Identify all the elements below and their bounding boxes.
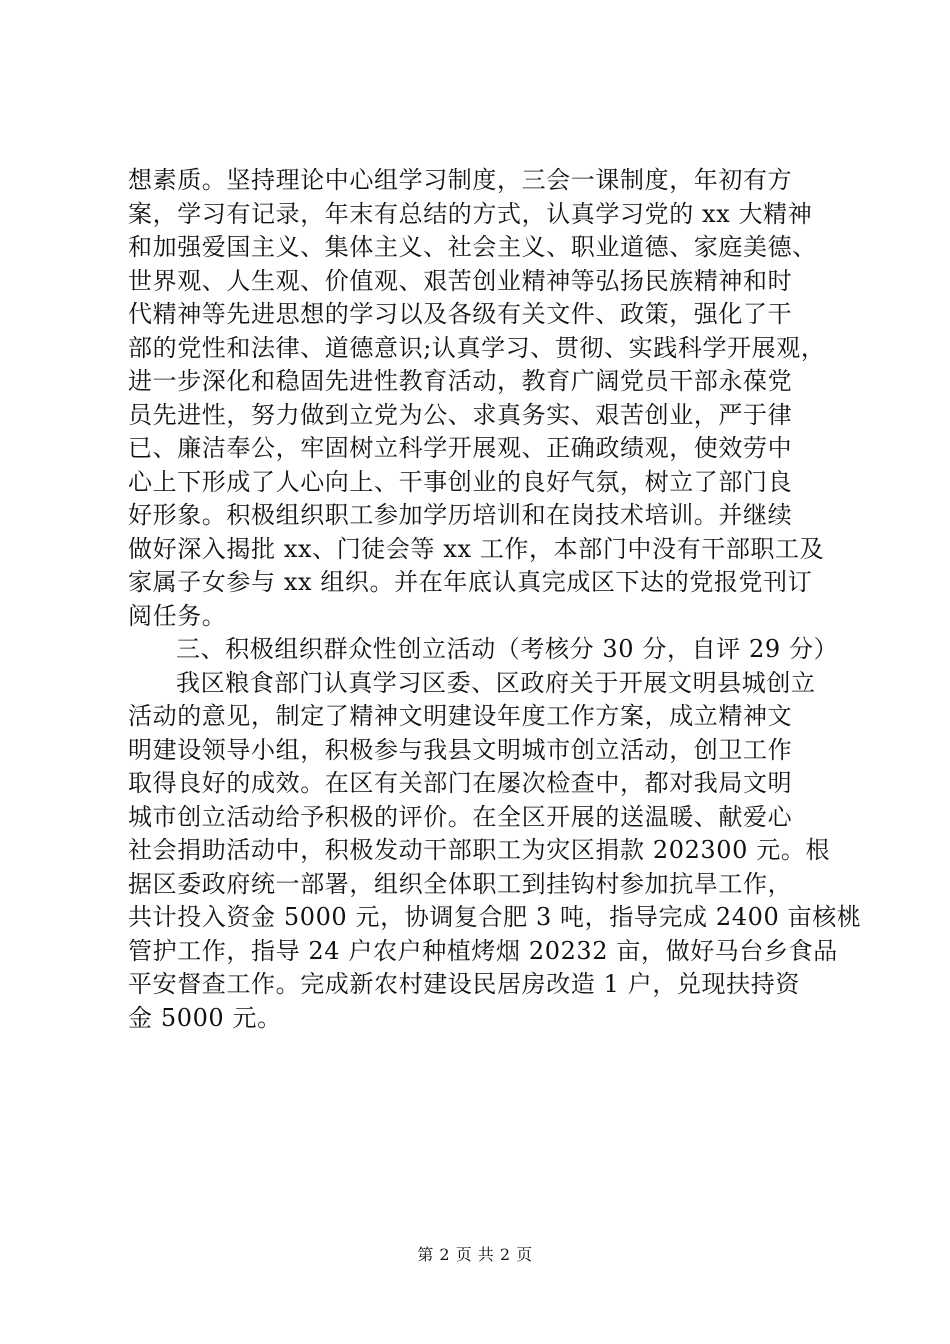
- document-body: [128, 164, 862, 1035]
- text-line: 进一步深化和稳固先进性教育活动，教育广阔党员干部永葆党: [128, 367, 793, 395]
- text-line: 取得良好的成效。在区有关部门在屡次检查中，都对我局文明: [128, 769, 793, 797]
- text-line: 案，学习有记录，年末有总结的方式，认真学习党的 xx 大精神: [128, 199, 813, 228]
- text-line: 和加强爱国主义、集体主义、社会主义、职业道德、家庭美德、: [128, 233, 817, 261]
- text-line: 我区粮食部门认真学习区委、区政府关于开展文明县城创立: [176, 668, 816, 697]
- text-line: 城市创立活动给予积极的评价。在全区开展的送温暖、献爱心: [128, 802, 793, 831]
- text-line: 社会捐助活动中，积极发动干部职工为灾区捐款 202300 元。根: [128, 836, 831, 864]
- text-line: 明建设领导小组，积极参与我县文明城市创立活动，创卫工作: [128, 735, 793, 764]
- text-line: 金 5000 元。: [128, 1003, 282, 1032]
- text-line: 部的党性和法律、道德意识;认真学习、贯彻、实践科学开展观，: [128, 333, 826, 362]
- text-line: 平安督查工作。完成新农村建设民居房改造 1 户，兑现扶持资: [128, 970, 800, 998]
- text-line: 代精神等先进思想的学习以及各级有关文件、政策，强化了干: [128, 300, 793, 328]
- text-line: 想素质。坚持理论中心组学习制度，三会一课制度，年初有方: [128, 166, 793, 194]
- text-line: 世界观、人生观、价值观、艰苦创业精神等弘扬民族精神和时: [128, 266, 793, 295]
- text-line: 员先进性，努力做到立党为公、求真务实、艰苦创业，严于律: [128, 400, 793, 429]
- text-line: 活动的意见，制定了精神文明建设年度工作方案，成立精神文: [128, 702, 793, 730]
- page-number-label: 第 2 页 共 2 页: [417, 1245, 533, 1264]
- text-line: 已、廉洁奉公，牢固树立科学开展观、正确政绩观，使效劳中: [128, 434, 793, 462]
- text-line: 心上下形成了人心向上、干事创业的良好气氛，树立了部门良: [128, 467, 793, 496]
- text-line: 好形象。积极组织职工参加学历培训和在岗技术培训。并继续: [128, 501, 793, 529]
- text-line: 管护工作，指导 24 户农户种植烤烟 20232 亩，做好马台乡食品: [128, 936, 838, 965]
- text-line: 做好深入揭批 xx、门徒会等 xx 工作，本部门中没有干部职工及: [128, 534, 825, 563]
- text-line: 家属子女参与 xx 组织。并在年底认真完成区下达的党报党刊订: [128, 568, 813, 596]
- page-footer: [0, 1245, 950, 1265]
- section-heading: 三、积极组织群众性创立活动（考核分 30 分，自评 29 分）: [176, 635, 839, 663]
- text-line: 据区委政府统一部署，组织全体职工到挂钩村参加抗旱工作，: [128, 869, 793, 898]
- text-line: 共计投入资金 5000 元，协调复合肥 3 吨，指导完成 2400 亩核桃: [128, 903, 862, 931]
- text-line: 阅任务。: [128, 601, 227, 630]
